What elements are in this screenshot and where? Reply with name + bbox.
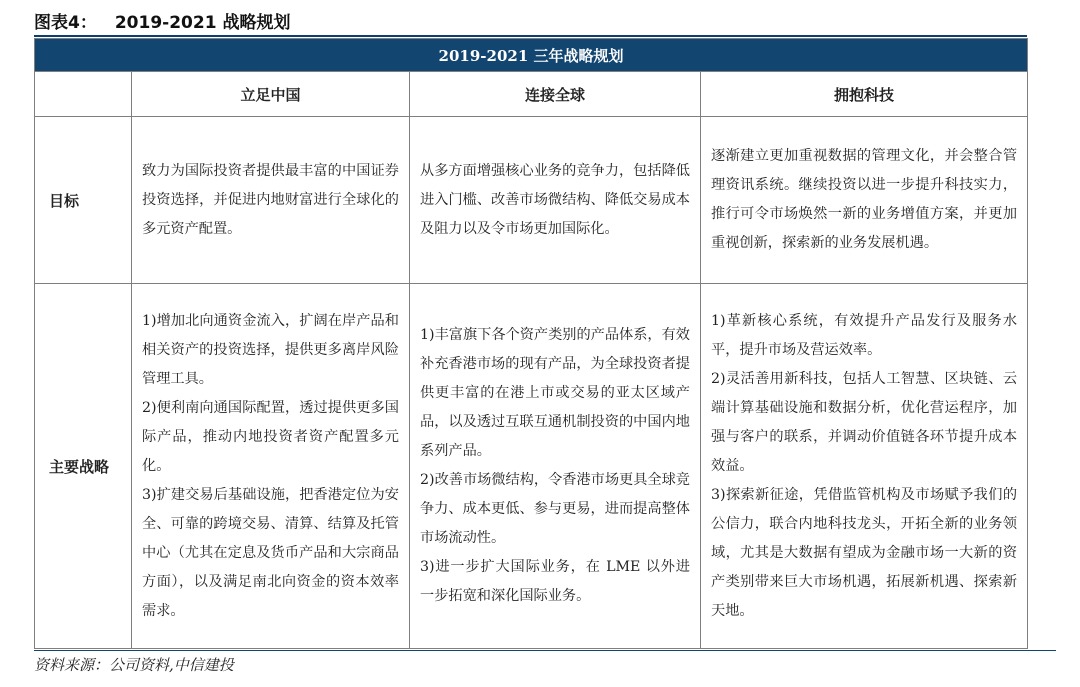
column-header-tech: 拥抱科技 <box>701 72 1028 117</box>
table-row <box>35 117 1028 284</box>
strategy-china-item-2: 2)便利南向通国际配置，透过提供更多国际产品，推动内地投资者资产配置多元化。 <box>142 399 399 474</box>
source-note: 资料来源：公司资料,中信建投 <box>34 656 234 674</box>
strategy-tech-item-3: 3)探索新征途，凭借监管机构及市场赋予我们的公信力，联合内地科技龙头，开拓全新的业务领域，尤其是大数据有望成为金融市场一大新的资产类别带来巨大市场机遇，拓展新机遇、探索新天地。 <box>711 486 1018 619</box>
source-rule <box>34 650 1056 651</box>
strategy-global-item-2: 2)改善市场微结构，令香港市场更具全球竞争力、成本更低、参与更易，进而提高整体市场流动性。 <box>420 472 690 546</box>
goal-china-text: 致力为国际投资者提供最丰富的中国证券投资选择，并促进内地财富进行全球化的多元资产配置。 <box>142 162 399 237</box>
goal-tech-text: 逐渐建立更加重视数据的管理文化，并会整合管理资讯系统。继续投资以进一步提升科技实力，推行可令市场焕然一新的业务增值方案，并更加重视创新，探索新的业务发展机遇。 <box>711 148 1018 251</box>
row-label-goal: 目标 <box>35 117 132 284</box>
strategy-tech-item-1: 1)革新核心系统，有效提升产品发行及服务水平，提升市场及营运效率。 <box>711 312 1018 358</box>
strategy-china-item-3: 3)扩建交易后基础设施，把香港定位为安全、可靠的跨境交易、清算、结算及托管中心（尤其在定息及货币产品和大宗商品方面），以及满足南北向资金的资本效率需求。 <box>142 486 399 619</box>
strategy-tech-cell <box>701 284 1028 649</box>
goal-global-text: 从多方面增强核心业务的竞争力，包括降低进入门槛、改善市场微结构、降低交易成本及阻力以及令市场更加国际化。 <box>420 162 690 237</box>
figure-title-text: 2019-2021 战略规划 <box>114 13 291 33</box>
table-banner: 2019-2021 三年战略规划 <box>35 39 1028 72</box>
strategy-global-item-1: 1)丰富旗下各个资产类别的产品体系，有效补充香港市场的现有产品，为全球投资者提供更丰富的在港上市或交易的亚太区域产品，以及透过互联互通机制投资的中国内地系列产品。 <box>420 327 690 459</box>
column-header-china: 立足中国 <box>132 72 410 117</box>
header-corner <box>35 72 132 117</box>
goal-china-cell <box>132 117 410 284</box>
strategy-global-item-3: 3)进一步扩大国际业务，在 LME 以外进一步拓宽和深化国际业务。 <box>420 559 690 604</box>
goal-global-cell <box>410 117 701 284</box>
strategy-global-cell <box>410 284 701 649</box>
strategy-tech-item-2: 2)灵活善用新科技，包括人工智慧、区块链、云端计算基础设施和数据分析，优化营运程序，加强与客户的联系，并调动价值链各环节提升成本效益。 <box>711 370 1018 474</box>
row-label-strategy: 主要战略 <box>35 284 132 649</box>
strategy-china-item-1: 1)增加北向通资金流入，扩阔在岸产品和相关资产的投资选择，提供更多离岸风险管理工具。 <box>142 312 399 387</box>
table-row <box>35 284 1028 649</box>
strategy-china-cell <box>132 284 410 649</box>
title-rule <box>34 35 1027 37</box>
goal-tech-cell <box>701 117 1028 284</box>
figure-title <box>34 8 290 33</box>
figure-number: 图表4： <box>34 13 97 33</box>
column-header-global: 连接全球 <box>410 72 701 117</box>
strategy-table <box>34 38 1028 649</box>
